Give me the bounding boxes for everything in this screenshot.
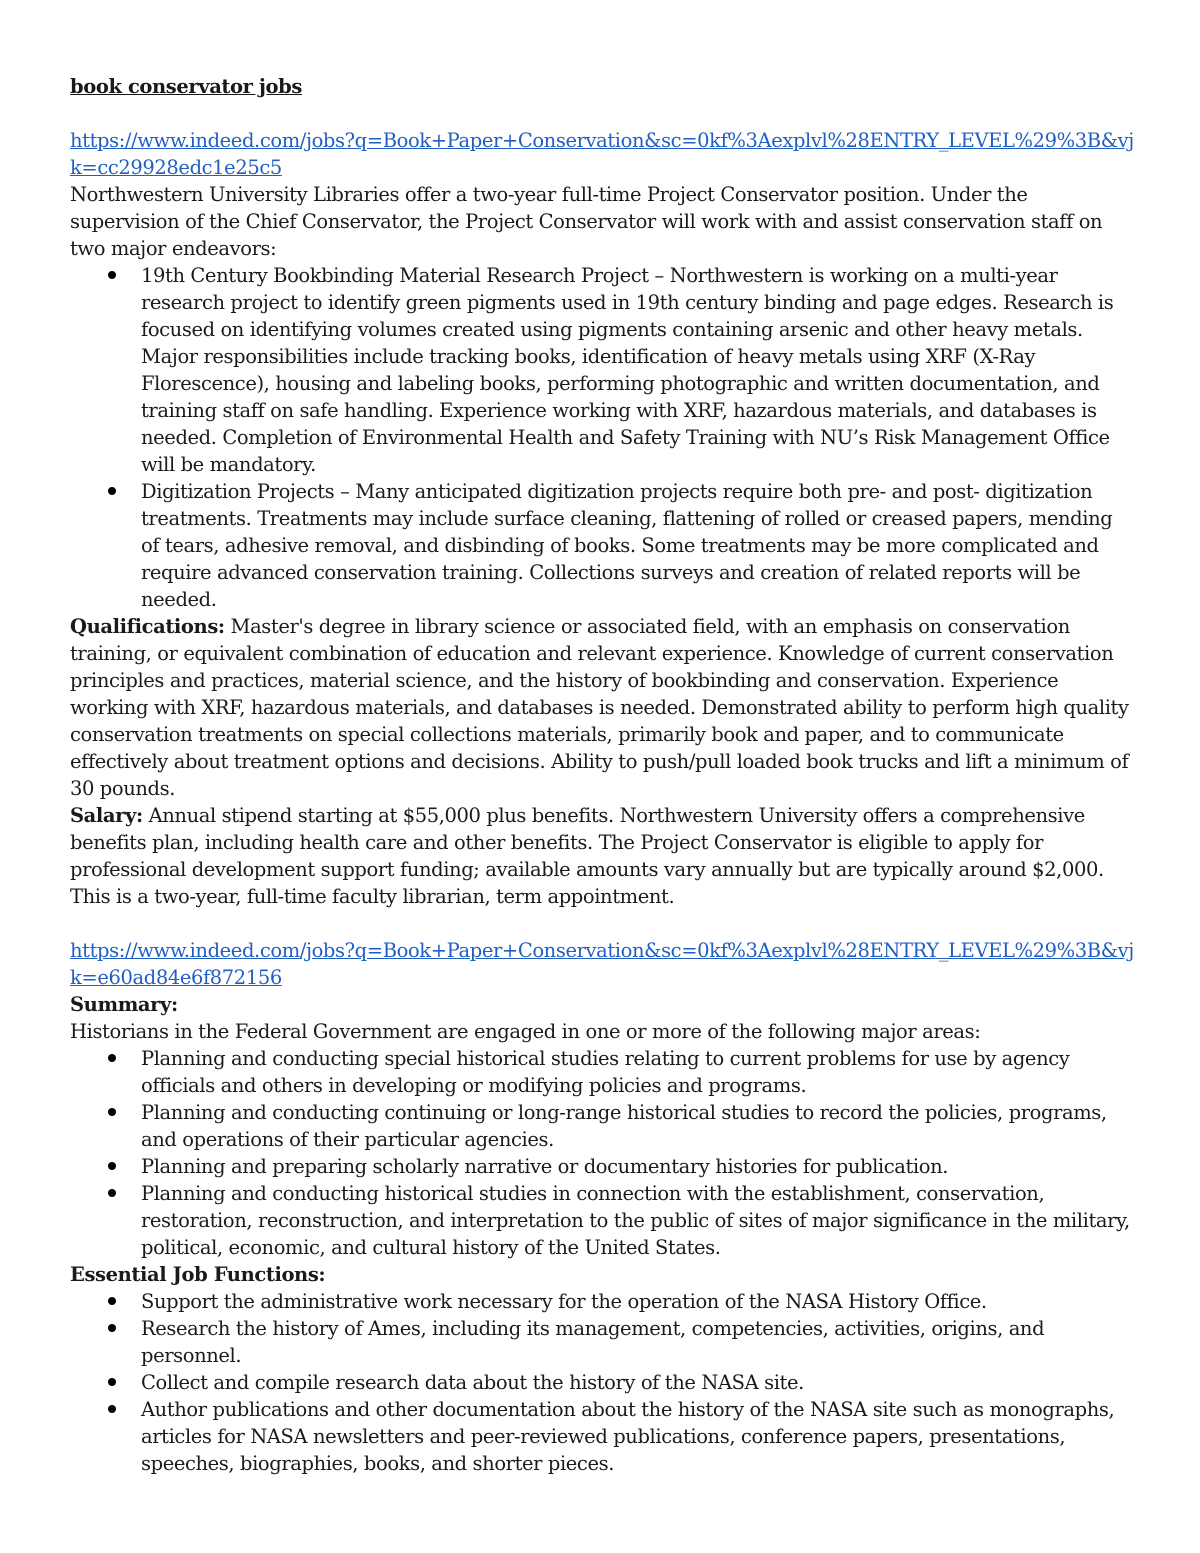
document-page (70, 73, 1134, 1477)
job1-intro: Northwestern University Libraries offer a two-year full-time Project Conservator position. Under the supervision of the Chief Conservator, the Project Conservator will work with and assist conservation staff on two major endeavors: (70, 183, 1103, 260)
list-item: Research the history of Ames, including its management, competencies, activities, origins, and personnel. (141, 1315, 1134, 1369)
qualifications-label: Qualifications: (70, 615, 225, 638)
section-gap (70, 910, 1134, 937)
list-item: Planning and conducting special historical studies relating to current problems for use by agency officials and others in developing or modifying policies and programs. (141, 1045, 1134, 1099)
functions-label: Essential Job Functions: (70, 1263, 326, 1286)
document-title: book conservator jobs (70, 75, 302, 98)
job1-link[interactable]: https://www.indeed.com/jobs?q=Book+Paper+Conservation&sc=0kf%3Aexplvl%28ENTRY_LEVEL%29%3B&vjk=cc29928edc1e25c5 (70, 129, 1134, 179)
qualifications-text: Master's degree in library science or associated field, with an emphasis on conservation training, or equivalent combination of education and relevant experience. Knowledge of current conservation principles and practices, material science, and the history of bookbinding and conservation. Experience working with XRF, hazardous materials, and databases is needed. Demonstrated ability to perform high quality conservation treatments on special collections materials, primarily book and paper, and to communicate effectively about treatment options and decisions. Ability to push/pull loaded book trucks and lift a minimum of 30 pounds. (70, 615, 1129, 800)
list-item: Collect and compile research data about the history of the NASA site. (141, 1369, 1134, 1396)
summary-bullet-list (70, 1045, 1134, 1261)
list-item: Planning and conducting historical studies in connection with the establishment, conservation, restoration, reconstruction, and interpretation to the public of sites of major significance in the military, political, economic, and cultural history of the United States. (141, 1180, 1134, 1261)
salary-text: Annual stipend starting at $55,000 plus benefits. Northwestern University offers a comprehensive benefits plan, including health care and other benefits. The Project Conservator is eligible to apply for professional development support funding; available amounts vary annually but are typically around $2,000. This is a two-year, full-time faculty librarian, term appointment. (70, 804, 1104, 908)
job1-bullet-list (70, 262, 1134, 613)
list-item: Planning and conducting continuing or long-range historical studies to record the policies, programs, and operations of their particular agencies. (141, 1099, 1134, 1153)
job-posting-2 (70, 937, 1134, 1477)
list-item: Support the administrative work necessary for the operation of the NASA History Office. (141, 1288, 1134, 1315)
job-posting-1 (70, 127, 1134, 910)
list-item: Digitization Projects – Many anticipated digitization projects require both pre- and post- digitization treatments. Treatments may include surface cleaning, flattening of rolled or creased papers, mending of tears, adhesive removal, and disbinding of books. Some treatments may be more complicated and require advanced conservation training. Collections surveys and creation of related reports will be needed. (141, 478, 1134, 613)
list-item: 19th Century Bookbinding Material Research Project – Northwestern is working on a multi-year research project to identify green pigments used in 19th century binding and page edges. Research is focused on identifying volumes created using pigments containing arsenic and other heavy metals. Major responsibilities include tracking books, identification of heavy metals using XRF (X-Ray Florescence), housing and labeling books, performing photographic and written documentation, and training staff on safe handling. Experience working with XRF, hazardous materials, and databases is needed. Completion of Environmental Health and Safety Training with NU’s Risk Management Office will be mandatory. (141, 262, 1134, 478)
job1-salary (70, 802, 1134, 910)
job1-qualifications (70, 613, 1134, 802)
list-item: Author publications and other documentation about the history of the NASA site such as monographs, articles for NASA newsletters and peer-reviewed publications, conference papers, presentations, speeches, biographies, books, and shorter pieces. (141, 1396, 1134, 1477)
salary-label: Salary: (70, 804, 143, 827)
list-item: Planning and preparing scholarly narrative or documentary histories for publication. (141, 1153, 1134, 1180)
job2-link[interactable]: https://www.indeed.com/jobs?q=Book+Paper+Conservation&sc=0kf%3Aexplvl%28ENTRY_LEVEL%29%3B&vjk=e60ad84e6f872156 (70, 939, 1134, 989)
summary-intro: Historians in the Federal Government are engaged in one or more of the following major areas: (70, 1020, 981, 1043)
functions-bullet-list (70, 1288, 1134, 1477)
summary-label: Summary: (70, 993, 178, 1016)
